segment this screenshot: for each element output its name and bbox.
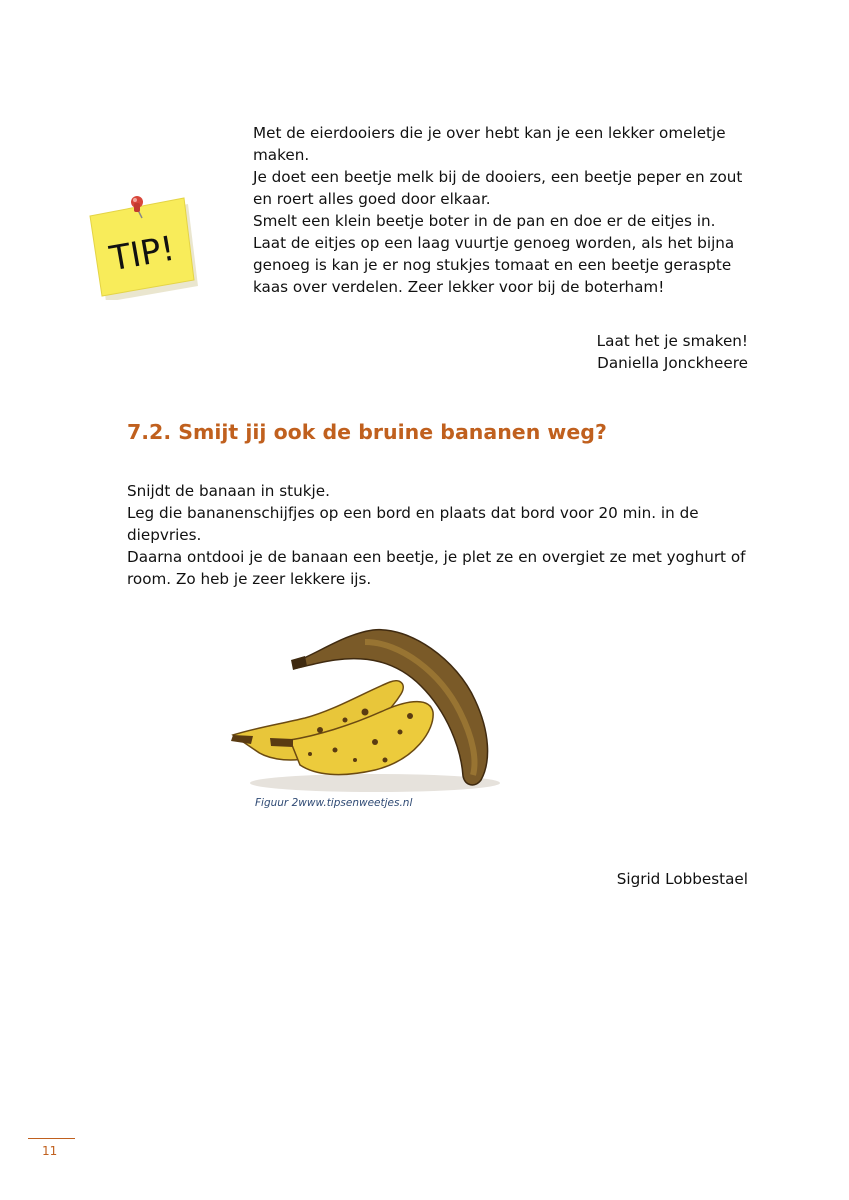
tip-paragraph: Smelt een klein beetje boter in de pan en doe er de eitjes in. [253, 212, 716, 230]
tip-signature [597, 330, 748, 374]
footer-divider [28, 1138, 75, 1139]
tip-body [253, 122, 753, 298]
section-body [127, 480, 747, 590]
section-heading: 7.2. Smijt jij ook de bruine bananen weg? [127, 420, 607, 444]
tip-note-label: TIP! [106, 228, 178, 280]
section-paragraph: Leg die bananenschijfjes op een bord en plaats dat bord voor 20 min. in de diepvries. [127, 504, 699, 544]
brown-bananas-image [225, 620, 515, 795]
figure-caption: Figuur 2www.tipsenweetjes.nl [255, 797, 413, 809]
page-number: 11 [42, 1144, 58, 1158]
section-paragraph: Snijdt de banaan in stukje. [127, 482, 330, 500]
section-author: Sigrid Lobbestael [616, 870, 748, 888]
tip-sticky-note [80, 190, 210, 300]
tip-paragraph: Laat de eitjes op een laag vuurtje genoeg worden, als het bijna genoeg is kan je er nog stukjes tomaat en een beetje geraspte kaas over verdelen. Zeer lekker voor bij de boterham! [253, 234, 735, 296]
tip-closing: Laat het je smaken! [596, 332, 748, 350]
tip-paragraph: Met de eierdooiers die je over hebt kan je een lekker omeletje maken. [253, 124, 726, 164]
tip-author: Daniella Jonckheere [597, 354, 748, 372]
section-paragraph: Daarna ontdooi je de banaan een beetje, je plet ze en overgiet ze met yoghurt of room. Zo heb je zeer lekkere ijs. [127, 548, 746, 588]
tip-paragraph: Je doet een beetje melk bij de dooiers, een beetje peper en zout en roert alles goed door elkaar. [253, 168, 743, 208]
